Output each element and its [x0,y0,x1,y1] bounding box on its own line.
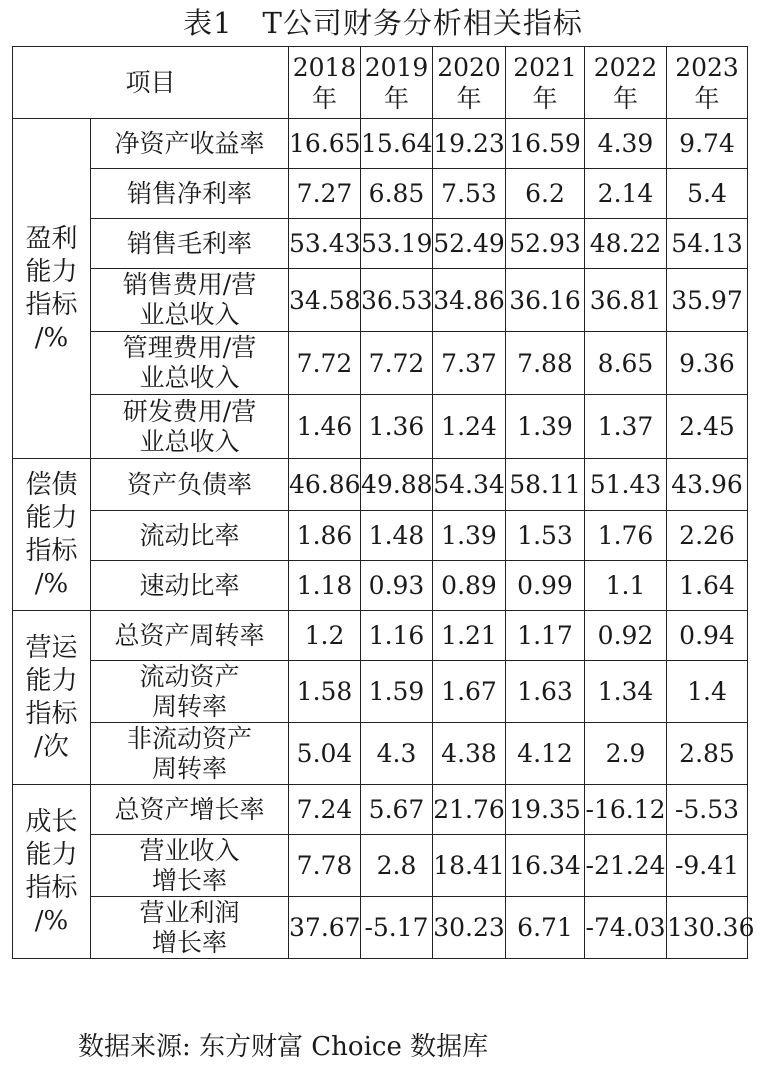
value-cell: 1.36 [361,395,433,459]
value-cell: 6.71 [506,897,585,959]
value-cell: 1.2 [289,611,361,661]
category-cell: 偿债 能力 指标 /% [13,459,91,611]
indicator-label: 总资产增长率 [91,785,289,835]
value-cell: -9.41 [667,835,748,897]
data-source-note: 数据来源: 东方财富 Choice 数据库 [78,1032,489,1062]
indicator-label: 流动资产 周转率 [91,661,289,723]
value-cell: 5.4 [667,169,748,219]
value-cell: 36.16 [506,269,585,332]
value-cell: 1.21 [433,611,506,661]
value-cell: 34.58 [289,269,361,332]
value-cell: 1.24 [433,395,506,459]
value-cell: 35.97 [667,269,748,332]
header-year: 2021 年 [506,47,585,119]
indicator-label: 销售费用/营 业总收入 [91,269,289,332]
value-cell: 5.67 [361,785,433,835]
table-row [13,661,748,723]
value-cell: 16.59 [506,119,585,169]
value-cell: 7.53 [433,169,506,219]
category-cell: 营运 能力 指标 /次 [13,611,91,785]
value-cell: 4.39 [585,119,667,169]
value-cell: 6.2 [506,169,585,219]
indicator-label: 资产负债率 [91,459,289,511]
value-cell: 7.27 [289,169,361,219]
header-year: 2019 年 [361,47,433,119]
table-row [13,459,748,511]
table-row [13,611,748,661]
value-cell: 1.17 [506,611,585,661]
value-cell: 1.46 [289,395,361,459]
table-row [13,511,748,561]
value-cell: 1.39 [506,395,585,459]
value-cell: 36.53 [361,269,433,332]
indicator-label: 销售净利率 [91,169,289,219]
value-cell: 9.36 [667,332,748,395]
value-cell: -5.53 [667,785,748,835]
indicator-label: 速动比率 [91,561,289,611]
value-cell: 1.67 [433,661,506,723]
table-row [13,269,748,332]
value-cell: 1.76 [585,511,667,561]
value-cell: 16.65 [289,119,361,169]
table-title: 表1 T公司财务分析相关指标 [183,6,583,40]
value-cell: 1.53 [506,511,585,561]
value-cell: 1.48 [361,511,433,561]
table-row [13,835,748,897]
value-cell: 0.94 [667,611,748,661]
table-row [13,219,748,269]
value-cell: 52.93 [506,219,585,269]
value-cell: 4.3 [361,723,433,785]
value-cell: 36.81 [585,269,667,332]
value-cell: 1.18 [289,561,361,611]
indicator-label: 非流动资产 周转率 [91,723,289,785]
value-cell: 2.45 [667,395,748,459]
value-cell: 34.86 [433,269,506,332]
indicator-label: 净资产收益率 [91,119,289,169]
value-cell: 0.92 [585,611,667,661]
indicator-label: 总资产周转率 [91,611,289,661]
table-row [13,561,748,611]
value-cell: 43.96 [667,459,748,511]
value-cell: 1.16 [361,611,433,661]
value-cell: 51.43 [585,459,667,511]
value-cell: 2.8 [361,835,433,897]
table-row [13,395,748,459]
value-cell: 1.37 [585,395,667,459]
indicator-label: 流动比率 [91,511,289,561]
value-cell: 2.26 [667,511,748,561]
value-cell: 1.59 [361,661,433,723]
value-cell: -21.24 [585,835,667,897]
value-cell: 30.23 [433,897,506,959]
value-cell: 1.4 [667,661,748,723]
value-cell: 2.9 [585,723,667,785]
category-cell: 盈利 能力 指标 /% [13,119,91,459]
value-cell: 7.72 [289,332,361,395]
table-body [13,119,755,959]
category-cell: 成长 能力 指标 /% [13,785,91,959]
value-cell: -74.03 [585,897,667,959]
value-cell: 52.49 [433,219,506,269]
table-row [13,785,748,835]
value-cell: 54.13 [667,219,748,269]
value-cell: 1.58 [289,661,361,723]
table-row [13,332,748,395]
value-cell: 1.39 [433,511,506,561]
value-cell: 130.36 [667,897,748,959]
value-cell: 48.22 [585,219,667,269]
value-cell: 5.04 [289,723,361,785]
value-cell: 54.34 [433,459,506,511]
table-row [13,723,748,785]
value-cell: 2.85 [667,723,748,785]
value-cell: 0.93 [361,561,433,611]
table-row [13,897,748,959]
table-row [13,119,748,169]
value-cell: 9.74 [667,119,748,169]
value-cell: 7.37 [433,332,506,395]
value-cell: 0.89 [433,561,506,611]
value-cell: 19.23 [433,119,506,169]
value-cell: 49.88 [361,459,433,511]
value-cell: 8.65 [585,332,667,395]
indicator-label: 管理费用/营 业总收入 [91,332,289,395]
value-cell: 0.99 [506,561,585,611]
value-cell: -16.12 [585,785,667,835]
value-cell: 1.63 [506,661,585,723]
value-cell: 58.11 [506,459,585,511]
value-cell: 1.64 [667,561,748,611]
indicator-label: 销售毛利率 [91,219,289,269]
value-cell: 1.1 [585,561,667,611]
value-cell: 7.24 [289,785,361,835]
indicator-label: 营业收入 增长率 [91,835,289,897]
value-cell: 18.41 [433,835,506,897]
value-cell: 6.85 [361,169,433,219]
value-cell: 7.72 [361,332,433,395]
value-cell: 4.12 [506,723,585,785]
value-cell: 4.38 [433,723,506,785]
header-year: 2023 年 [667,47,748,119]
value-cell: 7.88 [506,332,585,395]
value-cell: 37.67 [289,897,361,959]
value-cell: 2.14 [585,169,667,219]
header-year: 2018 年 [289,47,361,119]
indicator-label: 研发费用/营 业总收入 [91,395,289,459]
value-cell: 16.34 [506,835,585,897]
header-item-label: 项目 [13,47,289,119]
indicator-label: 营业利润 增长率 [91,897,289,959]
header-year: 2022 年 [585,47,667,119]
value-cell: 53.19 [361,219,433,269]
value-cell: 15.64 [361,119,433,169]
header-year: 2020 年 [433,47,506,119]
value-cell: -5.17 [361,897,433,959]
value-cell: 21.76 [433,785,506,835]
header-row [13,47,748,119]
value-cell: 46.86 [289,459,361,511]
value-cell: 19.35 [506,785,585,835]
value-cell: 1.34 [585,661,667,723]
value-cell: 7.78 [289,835,361,897]
table-row [13,169,748,219]
value-cell: 1.86 [289,511,361,561]
value-cell: 53.43 [289,219,361,269]
financial-indicators-table [12,46,755,959]
